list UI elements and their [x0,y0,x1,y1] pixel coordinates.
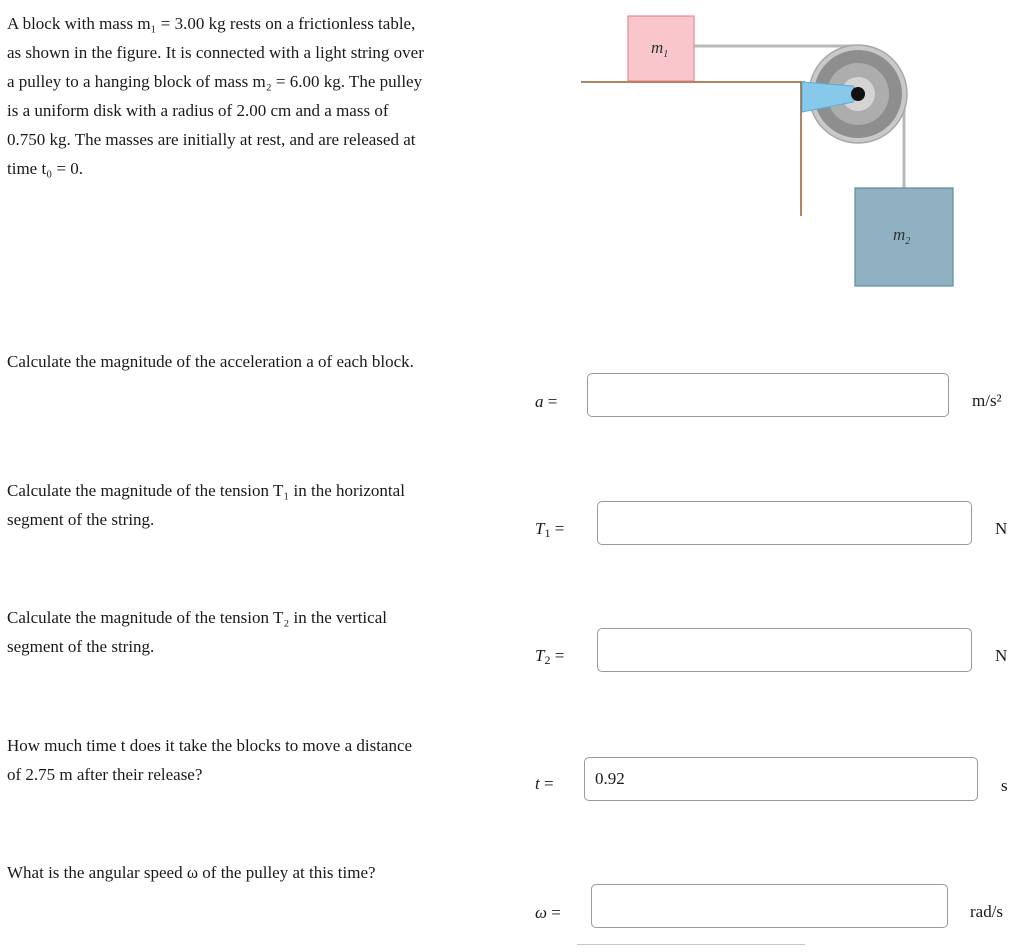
acceleration-input[interactable] [587,373,949,417]
question-text: Calculate the magnitude of the tension T₂ in the vertical [7,608,387,627]
problem-line-3: a pulley to a hanging block of mass m₂ = 6.00 kg. The pulley [7,72,423,91]
time-input[interactable] [584,757,978,801]
unit-tension-t2: N [995,646,1008,665]
answer-label-a: a = [535,392,558,411]
problem-line-6: time t₀ = 0. [7,159,83,178]
question-angular-speed [7,858,487,887]
problem-line-2: as shown in the figure. It is connected with a light string over [7,43,424,62]
question-text: Calculate the magnitude of the tension T₁ in the horizontal [7,481,405,500]
problem-statement [7,9,507,183]
pulley-axle [851,87,865,101]
question-text: Calculate the magnitude of the acceleration a of each block. [7,352,414,371]
divider [577,944,805,945]
question-text-2: of 2.75 m after their release? [7,765,203,784]
question-tension-t2 [7,603,487,661]
problem-line-4: is a uniform disk with a radius of 2.00 cm and a mass of [7,101,389,120]
question-text-2: segment of the string. [7,510,155,529]
block-m2-label: $m_2$ [893,225,911,247]
problem-line-1: A block with mass m₁ = 3.00 kg rests on a frictionless table, [7,14,416,33]
tension-t1-input[interactable] [597,501,972,545]
answer-label-t2: $T_2$ = [535,646,565,667]
unit-tension-t1: N [995,519,1008,538]
unit-acceleration: m/s² [972,391,1002,410]
question-tension-t1 [7,476,487,534]
question-acceleration [7,347,487,376]
question-text: What is the angular speed ω of the pulley at this time? [7,863,376,882]
question-time [7,731,487,789]
answer-label-t: t = [535,774,554,793]
angular-speed-input[interactable] [591,884,948,928]
question-text: How much time t does it take the blocks to move a distance [7,736,413,755]
block-m1-label: $m_1$ [651,38,669,60]
pulley-figure [575,8,965,300]
answer-label-t1: $T_1$ = [535,519,565,540]
question-text-2: segment of the string. [7,637,155,656]
tension-t2-input[interactable] [597,628,972,672]
unit-time: s [1001,776,1008,795]
problem-line-5: 0.750 kg. The masses are initially at rest, and are released at [7,130,416,149]
unit-angular-speed: rad/s [970,902,1004,921]
answer-label-omega: ω = [535,903,561,922]
